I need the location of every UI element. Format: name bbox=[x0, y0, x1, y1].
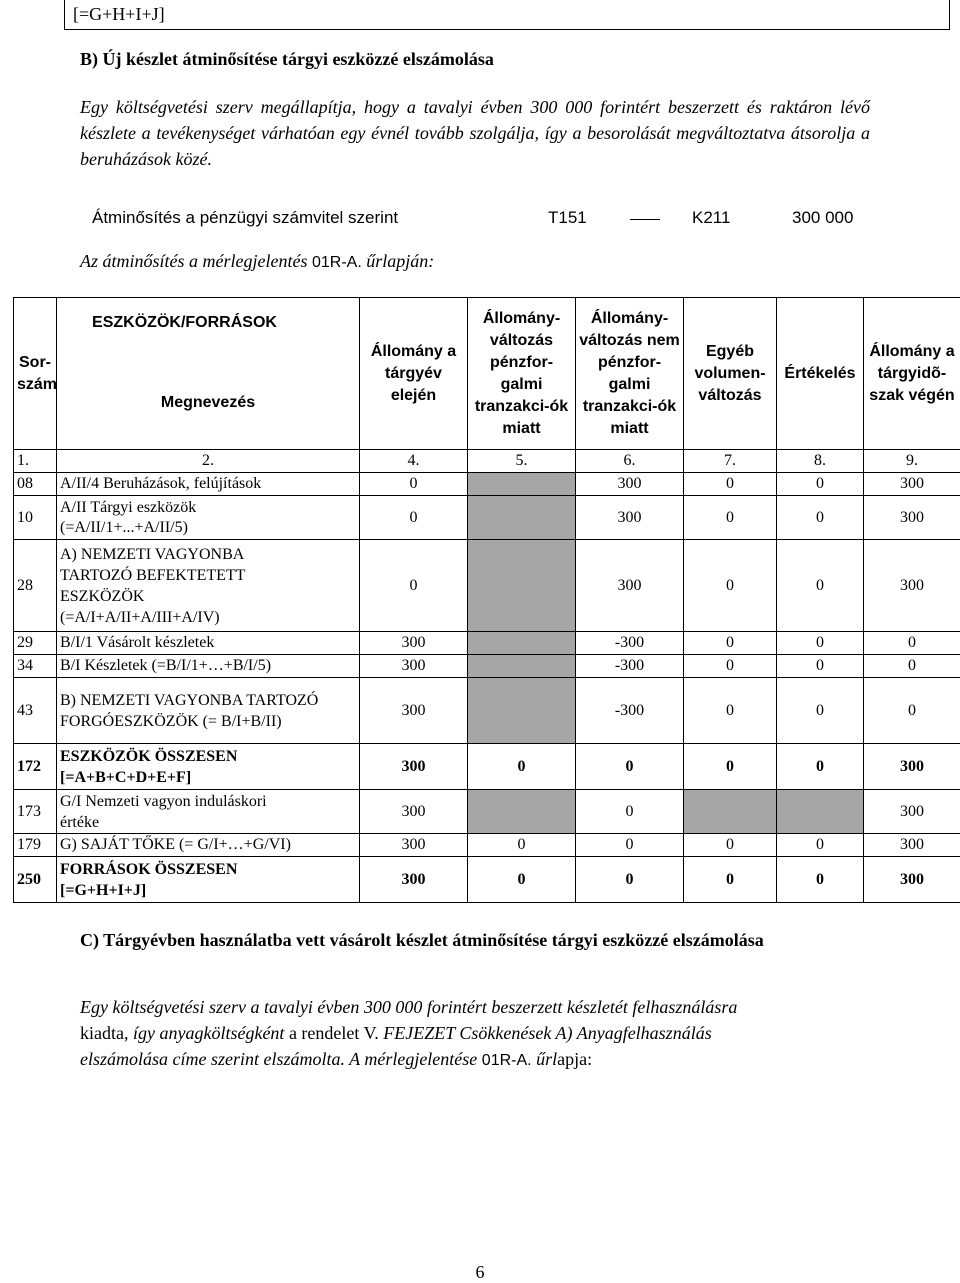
row-number: 10 bbox=[14, 496, 57, 540]
form-note bbox=[80, 251, 434, 272]
colnum-7: 7. bbox=[684, 450, 777, 473]
row-number: 173 bbox=[14, 790, 57, 834]
cell-c9: 300 bbox=[864, 834, 960, 857]
cell-c8 bbox=[777, 790, 864, 834]
colnum-2: 2. bbox=[57, 450, 360, 473]
cell-c8: 0 bbox=[777, 834, 864, 857]
colnum-1: 1. bbox=[14, 450, 57, 473]
section-c-title: C) Tárgyévben használatba vett vásárolt készlet átminősítése tárgyi eszközzé elszámolása bbox=[80, 928, 870, 952]
cell-c5 bbox=[468, 790, 576, 834]
cell-c8: 0 bbox=[777, 678, 864, 744]
colnum-6: 6. bbox=[576, 450, 684, 473]
cell-c6: -300 bbox=[576, 678, 684, 744]
cell-c5: 0 bbox=[468, 744, 576, 790]
cell-c4: 300 bbox=[360, 834, 468, 857]
cell-c4: 300 bbox=[360, 655, 468, 678]
header-c5: Állomány-változás pénzfor-galmi tranzakci-ók miatt bbox=[468, 298, 576, 450]
cell-c8: 0 bbox=[777, 473, 864, 496]
cell-c7: 0 bbox=[684, 857, 777, 903]
colnum-9: 9. bbox=[864, 450, 960, 473]
row-number: 172 bbox=[14, 744, 57, 790]
cell-c9: 300 bbox=[864, 790, 960, 834]
row-label: A) NEMZETI VAGYONBA TARTOZÓ BEFEKTETETT ESZKÖZÖK (=A/I+A/II+A/III+A/IV) bbox=[57, 540, 360, 632]
cell-c5: 0 bbox=[468, 834, 576, 857]
table-row bbox=[14, 834, 960, 857]
cell-c9: 300 bbox=[864, 744, 960, 790]
page-number: 6 bbox=[0, 1262, 960, 1283]
cell-c5 bbox=[468, 655, 576, 678]
cell-c6: 0 bbox=[576, 857, 684, 903]
row-label: G) SAJÁT TŐKE (= G/I+…+G/VI) bbox=[57, 834, 360, 857]
table-row bbox=[14, 678, 960, 744]
table-row-total-assets bbox=[14, 744, 960, 790]
row-number: 34 bbox=[14, 655, 57, 678]
cell-c7: 0 bbox=[684, 655, 777, 678]
row-number: 179 bbox=[14, 834, 57, 857]
cell-c5 bbox=[468, 678, 576, 744]
posting-debit: T151 bbox=[548, 208, 587, 228]
table-row-total-liabilities bbox=[14, 857, 960, 903]
header-eszkozok: ESZKÖZÖK/FORRÁSOK bbox=[57, 298, 360, 390]
cell-c5 bbox=[468, 632, 576, 655]
text-run: 01R-A. bbox=[482, 1052, 532, 1069]
cell-c7: 0 bbox=[684, 632, 777, 655]
row-label: A/II/4 Beruházások, felújítások bbox=[57, 473, 360, 496]
cell-c7: 0 bbox=[684, 744, 777, 790]
table-row bbox=[14, 632, 960, 655]
cell-c9: 300 bbox=[864, 496, 960, 540]
header-c7: Egyéb volumen-változás bbox=[684, 298, 777, 450]
cell-c9: 0 bbox=[864, 632, 960, 655]
header-sorszam: Sor-szám bbox=[14, 298, 57, 450]
header-c4: Állomány a tárgyév elején bbox=[360, 298, 468, 450]
cell-c8: 0 bbox=[777, 496, 864, 540]
cell-c7: 0 bbox=[684, 540, 777, 632]
cell-c4: 300 bbox=[360, 857, 468, 903]
cell-c4: 300 bbox=[360, 632, 468, 655]
header-c9: Állomány a tárgyidõ-szak végén bbox=[864, 298, 960, 450]
cell-c4: 300 bbox=[360, 790, 468, 834]
row-number: 29 bbox=[14, 632, 57, 655]
cell-c4: 0 bbox=[360, 540, 468, 632]
cell-c7: 0 bbox=[684, 496, 777, 540]
cell-c9: 0 bbox=[864, 678, 960, 744]
colnum-8: 8. bbox=[777, 450, 864, 473]
cell-c5 bbox=[468, 540, 576, 632]
top-carryover-box bbox=[64, 0, 950, 30]
row-label: B/I/1 Vásárolt készletek bbox=[57, 632, 360, 655]
cell-c7: 0 bbox=[684, 473, 777, 496]
colnum-4: 4. bbox=[360, 450, 468, 473]
section-b-title: B) Új készlet átminősítése tárgyi eszközzé elszámolása bbox=[80, 49, 494, 70]
row-number: 28 bbox=[14, 540, 57, 632]
text-run: FEJEZET Csökkenések A) Anyagfelhasználás bbox=[383, 1023, 711, 1043]
cell-c6: -300 bbox=[576, 655, 684, 678]
cell-c4: 300 bbox=[360, 744, 468, 790]
table-row bbox=[14, 496, 960, 540]
cell-c6: 300 bbox=[576, 496, 684, 540]
cell-c4: 300 bbox=[360, 678, 468, 744]
colnum-5: 5. bbox=[468, 450, 576, 473]
text-run: a rendelet V. bbox=[284, 1023, 383, 1043]
row-label: A/II Tárgyi eszközök (=A/II/1+...+A/II/5) bbox=[57, 496, 360, 540]
header-row-top bbox=[14, 298, 960, 390]
header-megnevezes: Megnevezés bbox=[57, 390, 360, 450]
cell-c9: 300 bbox=[864, 473, 960, 496]
cell-c8: 0 bbox=[777, 632, 864, 655]
form-note-b: űrlapján: bbox=[362, 251, 435, 271]
cell-c5: 0 bbox=[468, 857, 576, 903]
cell-c9: 300 bbox=[864, 540, 960, 632]
header-c8: Értékelés bbox=[777, 298, 864, 450]
cell-c6: 300 bbox=[576, 473, 684, 496]
cell-c9: 0 bbox=[864, 655, 960, 678]
cell-c8: 0 bbox=[777, 540, 864, 632]
posting-label: Átminősítés a pénzügyi számvitel szerint bbox=[92, 208, 398, 228]
section-c-line-1: Egy költségvetési szerv a tavalyi évben 300 000 forintért beszerzett készletét felhasználásra bbox=[80, 994, 870, 1020]
table-row bbox=[14, 655, 960, 678]
cell-c9: 300 bbox=[864, 857, 960, 903]
cell-c6: 0 bbox=[576, 834, 684, 857]
table-row bbox=[14, 540, 960, 632]
header-c6: Állomány-változás nem pénzfor-galmi tranzakci-ók miatt bbox=[576, 298, 684, 450]
column-number-row bbox=[14, 450, 960, 473]
form-code: 01R-A. bbox=[312, 254, 362, 271]
posting-credit: K211 bbox=[692, 208, 730, 228]
text-run: űrl bbox=[532, 1049, 558, 1069]
cell-c5 bbox=[468, 496, 576, 540]
text-run: kiadta, bbox=[80, 1023, 133, 1043]
cell-c7: 0 bbox=[684, 834, 777, 857]
row-number: 43 bbox=[14, 678, 57, 744]
section-c-line-3 bbox=[80, 1046, 870, 1074]
row-label: G/I Nemzeti vagyon induláskori értéke bbox=[57, 790, 360, 834]
cell-c8: 0 bbox=[777, 655, 864, 678]
posting-amount: 300 000 bbox=[792, 208, 853, 228]
cell-c8: 0 bbox=[777, 744, 864, 790]
form-note-a: Az átminősítés a mérlegjelentés bbox=[80, 251, 312, 271]
section-c-paragraph bbox=[80, 994, 870, 1074]
row-label: B/I Készletek (=B/I/1+…+B/I/5) bbox=[57, 655, 360, 678]
cell-c6: 300 bbox=[576, 540, 684, 632]
row-label: ESZKÖZÖK ÖSSZESEN [=A+B+C+D+E+F] bbox=[57, 744, 360, 790]
cell-c6: 0 bbox=[576, 744, 684, 790]
section-c-line-2 bbox=[80, 1020, 870, 1046]
cell-c4: 0 bbox=[360, 473, 468, 496]
table-row bbox=[14, 473, 960, 496]
row-label: B) NEMZETI VAGYONBA TARTOZÓ FORGÓESZKÖZÖK (= B/I+B/II) bbox=[57, 678, 360, 744]
cell-c5 bbox=[468, 473, 576, 496]
table-row bbox=[14, 790, 960, 834]
row-label: FORRÁSOK ÖSSZESEN [=G+H+I+J] bbox=[57, 857, 360, 903]
cell-c6: 0 bbox=[576, 790, 684, 834]
posting-dash bbox=[630, 219, 660, 220]
cell-c6: -300 bbox=[576, 632, 684, 655]
row-number: 08 bbox=[14, 473, 57, 496]
cell-c4: 0 bbox=[360, 496, 468, 540]
cell-c7: 0 bbox=[684, 678, 777, 744]
balance-table bbox=[13, 297, 960, 903]
cell-c8: 0 bbox=[777, 857, 864, 903]
text-run: így anyagköltségként bbox=[133, 1023, 284, 1043]
top-box-text: [=G+H+I+J] bbox=[73, 4, 165, 25]
section-b-paragraph: Egy költségvetési szerv megállapítja, hogy a tavalyi évben 300 000 forintért beszerzett és raktáron lévő készlete a tevékenységet várhatóan egy évnél tovább szolgálja, így a besorolását megváltoztatva átsorolja a beruházások közé. bbox=[80, 94, 870, 172]
text-run: elszámolása címe szerint elszámolta. A mérlegjelentése bbox=[80, 1049, 482, 1069]
row-number: 250 bbox=[14, 857, 57, 903]
text-run: apja: bbox=[557, 1049, 592, 1069]
cell-c7 bbox=[684, 790, 777, 834]
